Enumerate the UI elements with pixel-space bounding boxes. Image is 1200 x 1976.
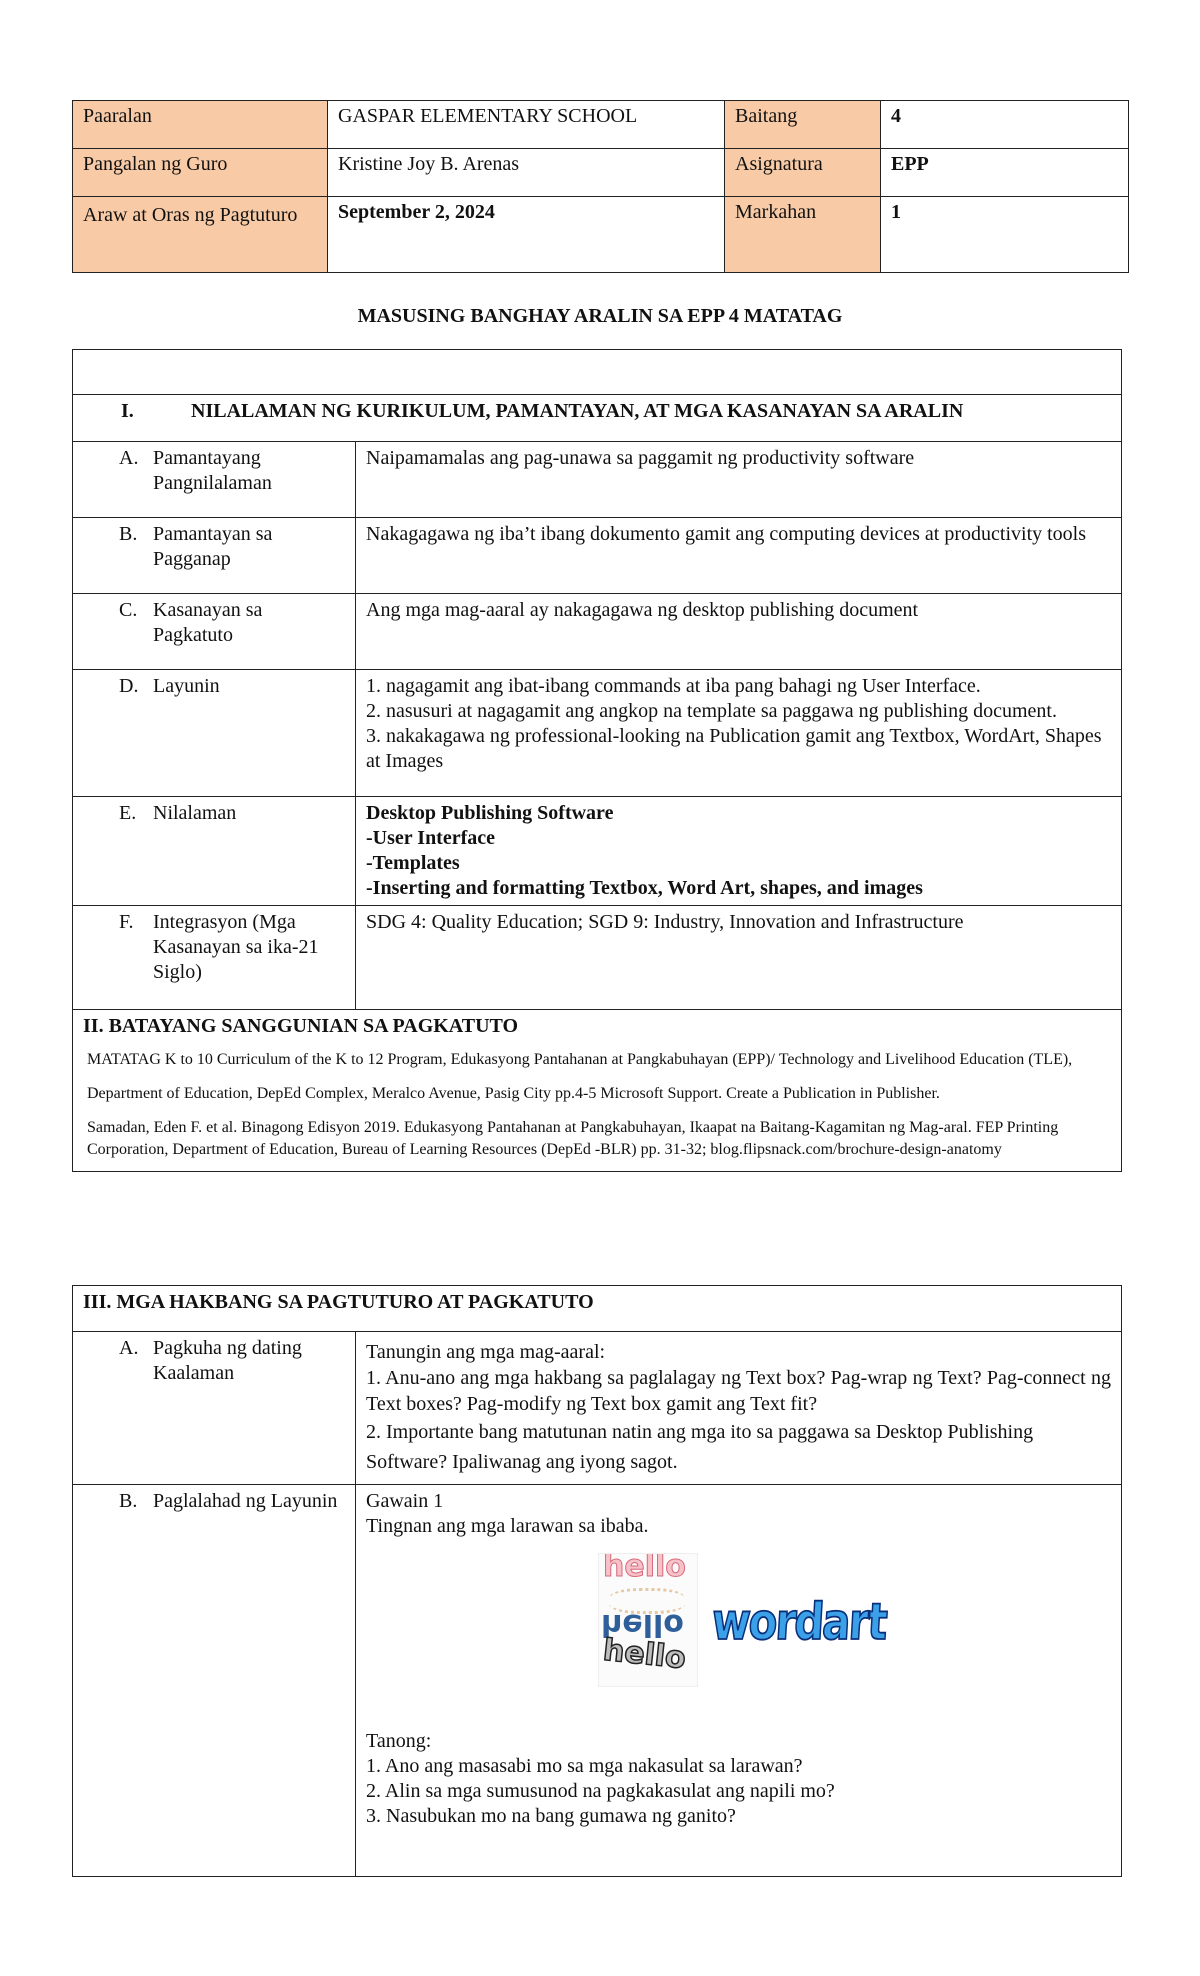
row-iii-b-label xyxy=(73,1485,356,1877)
reference-1: MATATAG K to 10 Curriculum of the K to 12 Program, Edukasyong Pantahanan at Pangkabuhayan (EPP)/ Technology and Livelihood Education (TLE), xyxy=(87,1051,1073,1068)
guro-label: Pangalan ng Guro xyxy=(73,149,328,197)
gawain-instruction: Tingnan ang mga larawan sa ibaba. xyxy=(366,1515,649,1537)
hello-blue: hello xyxy=(601,1607,684,1642)
reference-2: Department of Education, DepEd Complex, Meralco Avenue, Pasig City pp.4-5 Microsoft Support. Create a Publication in Publisher. xyxy=(87,1085,940,1102)
hello-gray: hello xyxy=(601,1632,688,1677)
row-d-content xyxy=(356,670,1122,797)
tanong-2: 2. Importante bang matutunan natin ang mga ito sa paggawa sa Desktop Publishing Software? Ipaliwanag ang iyong sagot. xyxy=(366,1421,1034,1473)
araw-value: September 2, 2024 xyxy=(328,197,725,273)
row-a-label xyxy=(73,442,356,518)
row-a-content: Naipamamalas ang pag-unawa sa paggamit ng productivity software xyxy=(356,442,1122,518)
layunin-3: 3. nakakagawa ng professional-looking na Publication gamit ang Textbox, WordArt, Shapes at Images xyxy=(366,725,1102,772)
row-c-letter: C. xyxy=(119,599,138,621)
row-a-label-text: Pamantayang Pangnilalaman xyxy=(153,447,272,494)
row-b-label xyxy=(73,518,356,594)
row-c-content: Ang mga mag-aaral ay nakagagawa ng desktop publishing document xyxy=(356,594,1122,670)
paaralan-value: GASPAR ELEMENTARY SCHOOL xyxy=(328,101,725,149)
row-c-label-text: Kasanayan sa Pagkatuto xyxy=(153,599,263,646)
row-b-label-text: Pamantayan sa Pagganap xyxy=(153,523,273,570)
wordart-hello-box xyxy=(598,1553,698,1687)
row-b-letter: B. xyxy=(119,523,138,545)
header-table xyxy=(72,100,1129,273)
layunin-1: 1. nagagamit ang ibat-ibang commands at iba pang bahagi ng User Interface. xyxy=(366,675,981,697)
question-3: 3. Nasubukan mo na bang gumawa ng ganito? xyxy=(366,1805,736,1827)
guro-value: Kristine Joy B. Arenas xyxy=(328,149,725,197)
tanong-1: 1. Anu-ano ang mga hakbang sa paglalagay ng Text box? Pag-wrap ng Text? Pag-connect ng Text boxes? Pag-modify ng Text box gamit ang Text fit? xyxy=(366,1367,1111,1415)
markahan-label: Markahan xyxy=(725,197,881,273)
lesson-table-2 xyxy=(72,1285,1122,1877)
layunin-2: 2. nasusuri at nagagamit ang angkop na template sa paggawa ng publishing document. xyxy=(366,700,1057,722)
reference-3: Samadan, Eden F. et al. Binagong Edisyon 2019. Edukasyong Pantahanan at Pangkabuhayan, Ikaapat na Baitang-Kagamitan ng Mag-aral. FEP Printing Corporation, Department of Education, Bureau of Learning Resources (DepEd -BLR) pp. 31-32; blog.flipsnack.com/brochure-design-anatomy xyxy=(87,1119,1059,1158)
row-e-letter: E. xyxy=(119,802,137,824)
row-iii-a-label xyxy=(73,1332,356,1485)
row-iii-a-letter: A. xyxy=(119,1337,139,1359)
row-c-label xyxy=(73,594,356,670)
araw-label: Araw at Oras ng Pagtuturo xyxy=(73,197,328,273)
row-e-label xyxy=(73,797,356,906)
row-iii-b-letter: B. xyxy=(119,1490,138,1512)
nilalaman-3: -Templates xyxy=(366,852,460,874)
nilalaman-2: -User Interface xyxy=(366,827,496,849)
row-b-content: Nakagagawa ng iba’t ibang dokumento gamit ang computing devices at productivity tools xyxy=(356,518,1122,594)
row-iii-b-label-text: Paglalahad ng Layunin xyxy=(153,1490,338,1512)
section-i-num: I. xyxy=(121,400,134,422)
asignatura-value: EPP xyxy=(881,149,1129,197)
row-iii-a-content xyxy=(356,1332,1122,1485)
tanungin: Tanungin ang mga mag-aaral: xyxy=(366,1341,606,1363)
row-iii-b-content xyxy=(356,1485,1122,1877)
baitang-value: 4 xyxy=(881,101,1129,149)
row-f-label xyxy=(73,906,356,1010)
row-f-label-text: Integrasyon (Mga Kasanayan sa ika-21 Siglo) xyxy=(153,911,319,983)
gawain-title: Gawain 1 xyxy=(366,1490,444,1512)
row-iii-a-label-text: Pagkuha ng dating Kaalaman xyxy=(153,1337,302,1384)
nilalaman-1: Desktop Publishing Software xyxy=(366,802,614,824)
row-d-label-text: Layunin xyxy=(153,675,220,697)
row-f-letter: F. xyxy=(119,911,134,933)
row-a-letter: A. xyxy=(119,447,139,469)
question-1: 1. Ano ang masasabi mo sa mga nakasulat sa larawan? xyxy=(366,1755,803,1777)
section-i-title: NILALAMAN NG KURIKULUM, PAMANTAYAN, AT MGA KASANAYAN SA ARALIN xyxy=(191,400,964,422)
hello-pink: hello xyxy=(603,1553,686,1584)
wordart-word: wordart xyxy=(710,1592,888,1651)
empty-row xyxy=(73,350,1122,395)
section-ii-title: II. BATAYANG SANGGUNIAN SA PAGKATUTO xyxy=(83,1015,519,1037)
paaralan-label: Paaralan xyxy=(73,101,328,149)
question-2: 2. Alin sa mga sumusunod na pagkakasulat ang napili mo? xyxy=(366,1780,835,1802)
row-d-label xyxy=(73,670,356,797)
row-f-content: SDG 4: Quality Education; SGD 9: Industry, Innovation and Infrastructure xyxy=(356,906,1122,1010)
baitang-label: Baitang xyxy=(725,101,881,149)
wordart-image xyxy=(366,1539,1111,1729)
section-i-heading xyxy=(73,395,1122,442)
markahan-value: 1 xyxy=(881,197,1129,273)
document-title: MASUSING BANGHAY ARALIN SA EPP 4 MATATAG xyxy=(357,305,843,327)
row-e-label-text: Nilalaman xyxy=(153,802,237,824)
tanong-label: Tanong: xyxy=(366,1730,432,1752)
lesson-table-1 xyxy=(72,349,1122,1172)
asignatura-label: Asignatura xyxy=(725,149,881,197)
nilalaman-4: -Inserting and formatting Textbox, Word Art, shapes, and images xyxy=(366,877,923,899)
section-iii-title: III. MGA HAKBANG SA PAGTUTURO AT PAGKATUTO xyxy=(73,1286,1122,1332)
row-e-content xyxy=(356,797,1122,906)
section-ii xyxy=(73,1010,1122,1172)
references xyxy=(73,1043,1121,1171)
row-d-letter: D. xyxy=(119,675,139,697)
